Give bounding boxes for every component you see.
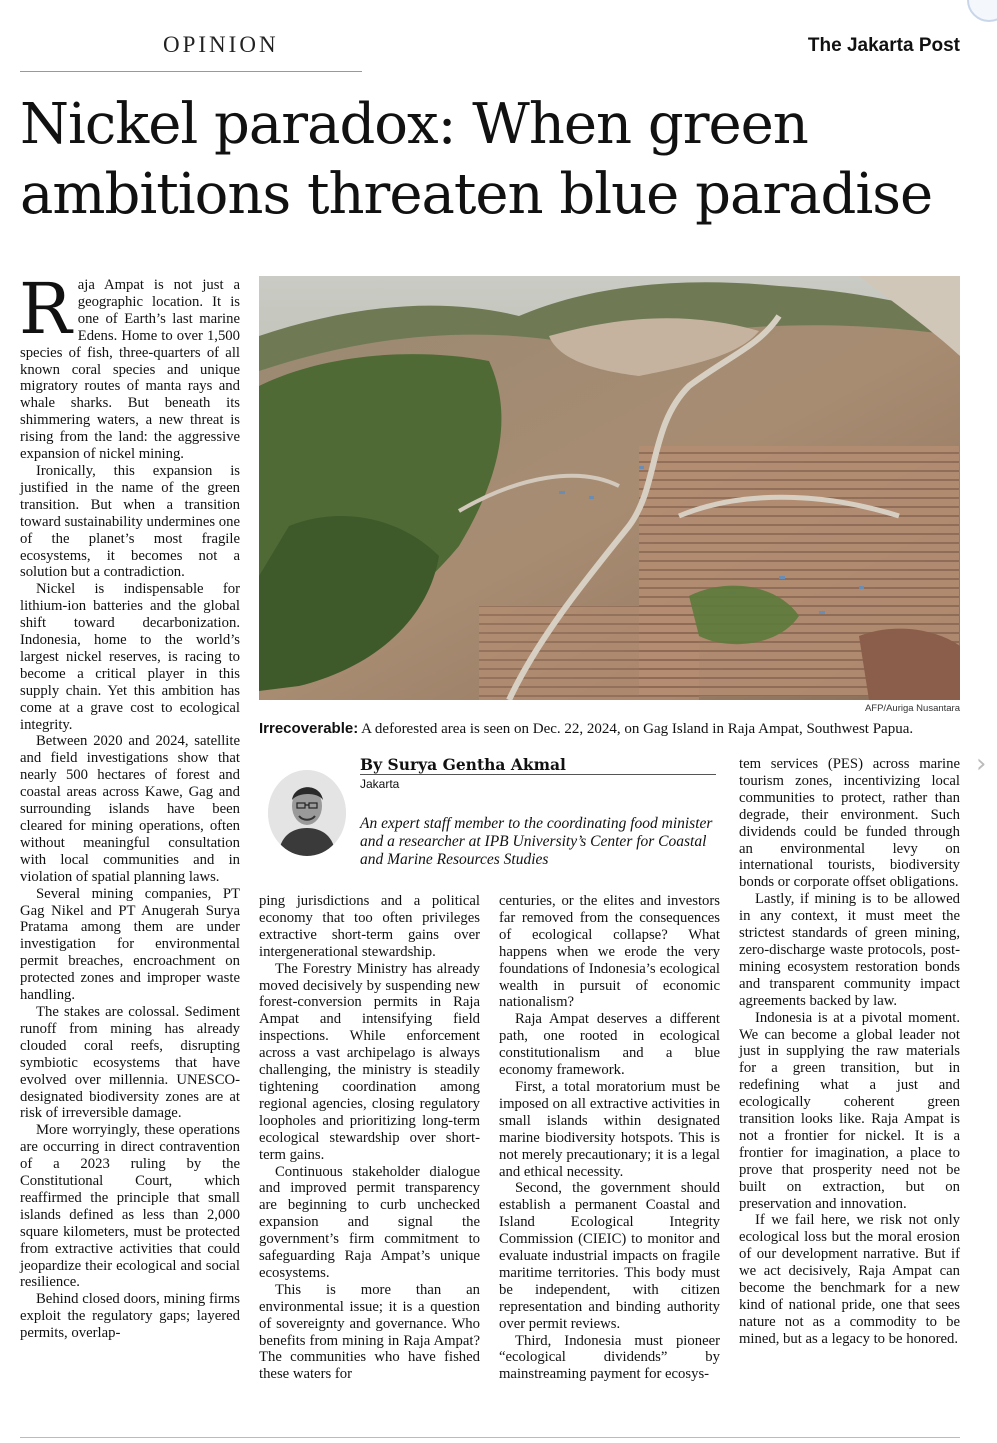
paragraph: Lastly, if mining is to be allowed in any context, it must meet the strictest standards of green mining, zero-discharge waste protocols, post-mining ecosystem restoration bonds and transparent community impact agreements backed by law.: [739, 891, 960, 1009]
paragraph: More worryingly, these operations are occurring in direct contravention of a 2023 ruling by the Constitutional Court, which reaffirmed the principle that small islands defined as less than 2,000 square kilometers, must be protected from extractive activities that could jeopardize their ecological and social resilience.: [20, 1122, 240, 1291]
author-bio: An expert staff member to the coordinating food minister and a researcher at IPB University’s Center for Coastal and Marine Resources Studies: [360, 815, 713, 868]
paragraph: Nickel is indispensable for lithium-ion batteries and the global shift toward decarbonization. Indonesia, home to the world’s largest nickel reserves, is racing to become a critical player in this supply chain. Yet this ambition has come at a grave cost to ecological integrity.: [20, 581, 240, 733]
footer-divider: [20, 1437, 960, 1438]
body-column-4: [739, 756, 960, 1348]
paragraph: ping jurisdictions and a political economy that too often privileges extractive short-term gains over intergenerational stewardship.: [259, 893, 480, 960]
paragraph: Continuous stakeholder dialogue and improved permit transparency are beginning to curb unchecked expansion and signal the government’s firm commitment to safeguarding Raja Ampat’s unique ecosystems.: [259, 1163, 480, 1281]
body-column-3: [499, 893, 720, 1383]
body-column-1: [19, 268, 240, 1342]
photo-credit: AFP/Auriga Nusantara: [864, 703, 960, 714]
corner-badge: [967, 0, 997, 22]
dateline: Jakarta: [360, 777, 400, 791]
paragraph: Third, Indonesia must pioneer “ecological dividends” by mainstreaming payment for ecosys-: [499, 1332, 720, 1383]
paragraph: Raja Ampat is not just a geographic location. It is one of Earth’s last marine Edens. Home to over 1,500 species of fish, three-quarters of all known coral species and unique migratory routes of manta rays and whale sharks. But beneath its shimmering waters, a new threat is rising from the land: the aggressive expansion of nickel mining.: [19, 268, 240, 463]
paragraph: Between 2020 and 2024, satellite and field investigations show that nearly 500 hectares of forest and coastal areas across Kawe, Gag and surrounding islands have been cleared for mining operations, often without meaningful consultation with local communities and in violation of spatial planning laws.: [20, 733, 240, 885]
paragraph: First, a total moratorium must be imposed on all extractive activities in small islands within designated marine biodiversity hotspots. This is not merely precautionary; it is a legal and ethical necessity.: [499, 1078, 720, 1180]
paragraph: tem services (PES) across marine tourism zones, incentivizing local communities to protect, rather than degrade, their environment. Such dividends could be funded through an environmental levy on international tourists, biodiversity bonds or corporate offset obligations.: [739, 756, 960, 891]
paragraph: Behind closed doors, mining firms exploit the regulatory gaps; layered permits, overlap-: [20, 1291, 240, 1342]
photo-caption: [259, 720, 969, 738]
caption-label: Irrecoverable:: [259, 720, 359, 737]
chevron-right-icon[interactable]: ›: [976, 749, 987, 779]
paragraph: If we fail here, we risk not only ecological loss but the moral erosion of our development narrative. But if we act decisively, Raja Ampat can become the benchmark for a new kind of national pride, one that sees nature not as a commodity to be mined, but as a legacy to be honored.: [739, 1212, 960, 1347]
paragraph: Raja Ampat deserves a different path, one rooted in ecological constitutionalism and a blue economy framework.: [499, 1011, 720, 1079]
byline-divider: [360, 774, 716, 775]
body-column-2: [259, 893, 480, 1383]
author-byline: By Surya Gentha Akmal: [360, 755, 566, 774]
section-divider: [20, 71, 362, 72]
paragraph: Second, the government should establish a permanent Coastal and Island Ecological Integrity Commission (CIEIC) to monitor and evaluate industrial impacts on fragile maritime territories. This body must be independent, with citizen representation and binding authority over permit reviews.: [499, 1180, 720, 1332]
drop-cap: R: [19, 268, 72, 350]
paragraph: The stakes are colossal. Sediment runoff from mining has already clouded coral reefs, disrupting symbiotic ecosystems that have evolved over millennia. UNESCO-designated biodiversity zones are at risk of irreversible damage.: [20, 1003, 240, 1122]
article-photo: [259, 276, 960, 700]
author-avatar: [268, 770, 346, 856]
publication-name: The Jakarta Post: [807, 35, 960, 56]
paragraph: centuries, or the elites and investors far removed from the consequences of ecological collapse? What happens when we erode the very foundations of Indonesia’s ecological wealth in pursuit of economic nationalism?: [499, 893, 720, 1011]
caption-text: A deforested area is seen on Dec. 22, 2024, on Gag Island in Raja Ampat, Southwest Papua.: [358, 721, 914, 737]
paragraph: Indonesia is at a pivotal moment. We can become a global leader not just in supplying the raw materials for a green transition, but in redefining what a just and ecologically coherent green transition looks like. Raja Ampat is not a frontier for nickel. It is a frontier for imagination, a place to prove that prosperity need not be built on extraction, but on preservation and innovation.: [739, 1009, 960, 1212]
section-label: OPINION: [163, 32, 279, 57]
paragraph: The Forestry Ministry has already moved decisively by suspending new forest-conversion permits in Raja Ampat and intensifying field inspections. While enforcement across a vast archipelago is always challenging, the ministry is steadily tightening coordination among regional agencies, closing regulatory loopholes and prioritizing long-term ecological stewardship over short-term gains.: [259, 960, 480, 1163]
paragraph: Ironically, this expansion is justified in the name of the green transition. But when a transition toward sustainability undermines one of the planet’s most fragile ecosystems, it becomes not a solution but a contradiction.: [20, 462, 240, 581]
headline: Nickel paradox: When green ambitions threaten blue paradise: [20, 92, 933, 227]
paragraph: This is more than an environmental issue; it is a question of sovereignty and governance. Who benefits from mining in Raja Ampat? The communities who have fished these waters for: [259, 1281, 480, 1383]
paragraph: Several mining companies, PT Gag Nikel and PT Anugerah Surya Pratama among them are under investigation for environmental permit breaches, encroachment on protected zones and improper waste handling.: [20, 885, 240, 1004]
